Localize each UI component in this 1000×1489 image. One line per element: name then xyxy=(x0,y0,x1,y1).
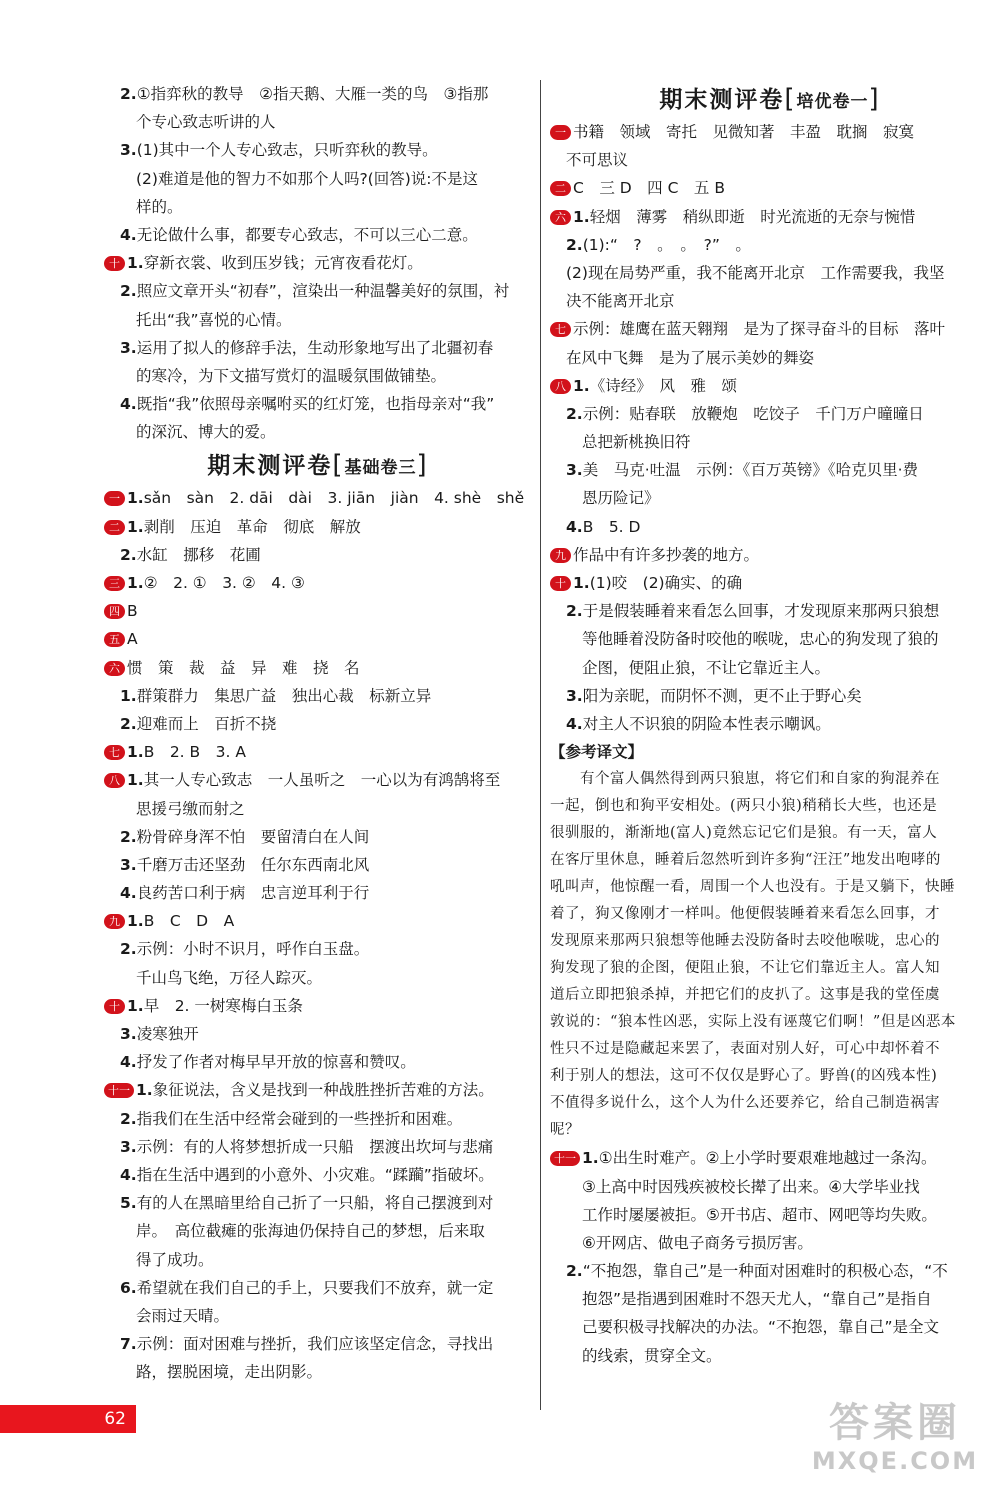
item-number: 4. xyxy=(566,517,583,536)
answer-line xyxy=(104,738,532,766)
answer-line xyxy=(104,249,532,277)
answer-line xyxy=(550,682,990,710)
answer-text: 不可思议 xyxy=(566,151,629,170)
answer-line xyxy=(550,1229,990,1257)
answer-line xyxy=(104,1302,532,1330)
answer-text: 等他睡着没防备时咬他的喉咙，忠心的狗发现了狼的 xyxy=(582,630,939,649)
column-divider xyxy=(540,80,541,1410)
answer-line xyxy=(104,221,532,249)
answer-line xyxy=(550,203,990,231)
item-number: 4. xyxy=(120,395,137,414)
answer-text: 良药苦口利于病 忠言逆耳利于行 xyxy=(136,884,370,903)
answer-text: B 2. B 3. A xyxy=(143,743,246,762)
translation-line: 吼叫声，他惊醒一看，周围一个人也没有。于是又躺下，快睡 xyxy=(550,879,955,896)
translation-line: 道后立即把狼杀掉，并把它们的皮扒了。这事是我的堂侄虞 xyxy=(550,987,940,1004)
answer-text: 示例：有的人将梦想折成一只船 摆渡出坎坷与悲痛 xyxy=(136,1137,494,1156)
item-number: 3. xyxy=(120,338,137,357)
item-number: 2. xyxy=(120,545,137,564)
answer-text: (2)难道是他的智力不如那个人吗?(回答)说:不是这 xyxy=(136,169,479,188)
translation-line: 一起，倒也和狗平安相处。(两只小狼)稍稍长大些，也还是 xyxy=(550,798,938,815)
question-number-badge: 二 xyxy=(104,520,125,535)
answer-text: 对主人不识狼的阴险本性表示嘲讽。 xyxy=(582,714,831,733)
answer-text: 在风中飞舞 是为了展示美妙的舞姿 xyxy=(566,348,815,367)
answer-text: 《诗经》 风 雅 颂 xyxy=(589,376,737,395)
item-number: 4. xyxy=(120,1165,137,1184)
heading-main: 期末测评卷 xyxy=(659,87,785,113)
section-heading-advanced-1: 期末测评卷[培优卷一] xyxy=(659,84,881,114)
item-number: 1. xyxy=(127,254,144,273)
question-number-badge: 五 xyxy=(104,632,125,647)
answer-text: 示例：贴春联 放鞭炮 吃饺子 千门万户曈曈日 xyxy=(582,404,924,423)
answer-line xyxy=(104,1246,532,1274)
answer-text: 于是假装睡着来看怎么回事，才发现原来那两只狼想 xyxy=(582,602,940,621)
item-number: 3. xyxy=(120,1025,137,1043)
answer-line xyxy=(104,795,532,823)
answer-line xyxy=(550,287,990,315)
answer-line xyxy=(104,710,532,738)
answer-line xyxy=(550,372,990,400)
answer-line xyxy=(550,174,990,202)
answer-text: (1):“ ? 。 。 ?” 。 xyxy=(582,235,751,254)
answer-text: 凌寒独开 xyxy=(136,1025,199,1043)
translation-line: 敦说的：“狼本性凶恶，实际上没有诬蔑它们啊！”但是凶恶本 xyxy=(550,1014,956,1031)
question-number-badge: 九 xyxy=(550,548,571,563)
translation-line: 呢？ xyxy=(550,1122,580,1139)
answer-text: 抒发了作者对梅早早开放的惊喜和赞叹。 xyxy=(136,1053,416,1072)
answer-text: 岸。 高位截瘫的张海迪仍保持自己的梦想，后来取 xyxy=(136,1222,485,1241)
answer-text: 指我们在生活中经常会碰到的一些挫折和困难。 xyxy=(136,1109,463,1128)
translation-line: 有个富人偶然得到两只狼崽，将它们和自家的狗混养在 xyxy=(550,771,940,788)
answer-line xyxy=(550,231,990,259)
item-number: 1. xyxy=(127,574,144,592)
answer-text: 示例：面对困难与挫折，我们应该坚定信念，寻找出 xyxy=(136,1335,494,1354)
answer-line xyxy=(104,80,532,108)
answer-text: 既指“我”依照母亲嘱咐买的红灯笼，也指母亲对“我” xyxy=(136,395,495,414)
answer-line xyxy=(550,1201,990,1229)
item-number: 3. xyxy=(120,855,137,874)
answer-line xyxy=(104,964,532,992)
answer-line xyxy=(104,484,532,512)
answer-text: A xyxy=(127,630,138,649)
answer-line xyxy=(104,362,532,390)
item-number: 3. xyxy=(120,1137,137,1156)
section-heading-basic-3: 期末测评卷[基础卷三] xyxy=(207,450,429,481)
item-number: 5. xyxy=(120,1194,137,1213)
answer-line xyxy=(550,1342,990,1370)
answer-text: 穿新衣裳、收到压岁钱；元宵夜看花灯。 xyxy=(143,254,423,273)
answer-line xyxy=(104,654,532,682)
answer-text: 总把新桃换旧符 xyxy=(582,433,691,452)
right-answers-end xyxy=(550,1144,990,1370)
answer-text: 示例：小时不识月，呼作白玉盘。 xyxy=(136,940,370,959)
answer-line xyxy=(550,484,990,512)
item-number: 1. xyxy=(127,771,144,790)
item-number: 1. xyxy=(127,912,144,931)
answer-text: 的线索，贯穿全文。 xyxy=(582,1346,722,1365)
heading-sub: 基础卷三 xyxy=(344,458,417,479)
left-column xyxy=(104,80,532,1386)
answer-text: 迎难而上 百折不挠 xyxy=(136,714,277,733)
item-number: 1. xyxy=(573,574,590,592)
translation-line: 不值得多说什么，这个人为什么还要养它，给自己制造祸害 xyxy=(550,1095,940,1112)
answer-line xyxy=(550,710,990,738)
answer-line xyxy=(550,597,990,625)
answer-line xyxy=(104,1133,532,1161)
answer-text: ② 2. ① 3. ② 4. ③ xyxy=(143,574,305,592)
answer-text: C 三 D 四 C 五 B xyxy=(573,179,725,198)
answer-line xyxy=(550,1313,990,1341)
item-number: 3. xyxy=(566,461,583,480)
answer-text: 个专心致志听讲的人 xyxy=(136,113,276,132)
answer-line xyxy=(104,569,532,597)
question-number-badge: 六 xyxy=(550,210,571,225)
answer-text: ③上高中时因残疾被校长撵了出来。④大学毕业找 xyxy=(582,1177,920,1196)
item-number: 1. xyxy=(127,743,144,762)
answer-line xyxy=(104,1076,532,1104)
answer-text: 运用了拟人的修辞手法，生动形象地写出了北疆初春 xyxy=(136,338,494,357)
answer-text: (2)现在局势严重，我不能离开北京 工作需要我，我坚 xyxy=(566,263,945,282)
answer-line xyxy=(104,513,532,541)
answer-text: 象征说法，含义是找到一种战胜挫折苦难的方法。 xyxy=(152,1081,494,1100)
item-number: 7. xyxy=(120,1335,137,1354)
item-number: 2. xyxy=(120,1109,137,1128)
answer-line xyxy=(550,1285,990,1313)
answer-text: 思援弓缴而射之 xyxy=(136,799,245,818)
item-number: 1. xyxy=(582,1149,599,1168)
question-number-badge: 十一 xyxy=(104,1083,134,1098)
answer-text: 样的。 xyxy=(136,197,183,216)
question-number-badge: 七 xyxy=(550,322,571,337)
watermark-logo: 答案圈 MXQE.COM xyxy=(811,1400,979,1475)
answer-text: 决不能离开北京 xyxy=(566,292,675,311)
item-number: 4. xyxy=(120,884,137,903)
question-number-badge: 九 xyxy=(104,914,125,929)
answer-text: 希望就在我们自己的手上，只要我们不放弃，就一定 xyxy=(136,1278,494,1297)
answer-text: 路，摆脱困境，走出阴影。 xyxy=(136,1363,323,1382)
answer-text: 其一人专心致志 一人虽听之 一心以为有鸿鹄将至 xyxy=(143,771,501,790)
answer-text: B 5. D xyxy=(582,517,641,536)
question-number-badge: 一 xyxy=(104,491,125,506)
left-answers-top xyxy=(104,80,532,446)
answer-line xyxy=(104,1048,532,1076)
answer-line xyxy=(104,277,532,305)
item-number: 2. xyxy=(120,282,137,301)
answer-text: 恩历险记》 xyxy=(582,489,660,508)
translation-line: 很驯服的，渐渐地(富人)竟然忘记它们是狼。有一天，富人 xyxy=(550,825,938,842)
translation-line: 着了，狗又像刚才一样叫。他便假装睡着来看怎么回事，才 xyxy=(550,906,940,923)
answer-line xyxy=(104,1358,532,1386)
answer-line xyxy=(550,1173,990,1201)
answer-line xyxy=(104,1020,532,1048)
translation-line: 在客厅里休息，睡着后忽然听到许多狗“汪汪”地发出咆哮的 xyxy=(550,852,941,869)
answer-line xyxy=(104,334,532,362)
answer-line xyxy=(550,428,990,456)
item-number: 1. xyxy=(127,489,144,508)
answer-text: 剥削 压迫 革命 彻底 解放 xyxy=(143,517,361,536)
answer-line xyxy=(104,1161,532,1189)
item-number: 1. xyxy=(136,1081,153,1100)
answer-line xyxy=(104,306,532,334)
answer-text: 会雨过天晴。 xyxy=(136,1306,230,1325)
answer-line xyxy=(550,513,990,541)
item-number: 2. xyxy=(120,714,137,733)
answer-line xyxy=(104,879,532,907)
question-number-badge: 六 xyxy=(104,661,125,676)
answer-line xyxy=(550,259,990,287)
answer-text: 阳为亲昵，而阴怀不测，更不止于野心矣 xyxy=(582,686,862,705)
answer-line xyxy=(550,654,990,682)
answer-text: 抱怨”是指遇到困难时不怨天尤人，“靠自己”是指自 xyxy=(582,1290,932,1309)
answer-line xyxy=(104,992,532,1020)
heading-main: 期末测评卷 xyxy=(207,453,333,480)
item-number: 1. xyxy=(573,376,590,395)
answer-line xyxy=(104,907,532,935)
question-number-badge: 十 xyxy=(104,256,125,271)
question-number-badge: 八 xyxy=(104,773,125,788)
answer-line xyxy=(104,1330,532,1358)
item-number: 2. xyxy=(566,602,583,621)
translation-line: 发现原来那两只狼想等他睡去没防备时去咬他喉咙，忠心的 xyxy=(550,933,940,950)
answer-line xyxy=(104,108,532,136)
question-number-badge: 四 xyxy=(104,604,125,619)
item-number: 3. xyxy=(566,686,583,705)
item-number: 1. xyxy=(127,996,144,1015)
answer-text: 的寒冷，为下文描写赏灯的温暖氛围做铺垫。 xyxy=(136,366,447,385)
answer-text: 示例：雄鹰在蓝天翱翔 是为了探寻奋斗的目标 落叶 xyxy=(573,320,946,339)
right-answers xyxy=(550,118,990,738)
reference-translation xyxy=(550,766,990,1144)
answer-text: 千山鸟飞绝，万径人踪灭。 xyxy=(136,968,323,987)
answer-line xyxy=(550,146,990,174)
answer-line xyxy=(550,315,990,343)
item-number: 1. xyxy=(120,686,137,705)
answer-text: ①指弈秋的教导 ②指天鹅、大雁一类的鸟 ③指那 xyxy=(136,85,489,103)
answer-text: 的深沉、博大的爱。 xyxy=(136,423,276,442)
answer-line xyxy=(104,625,532,653)
question-number-badge: 十 xyxy=(104,999,125,1014)
answer-line xyxy=(550,541,990,569)
item-number: 2. xyxy=(566,404,583,423)
answer-line xyxy=(104,766,532,794)
answer-text: ①出生时难产。②上小学时要艰难地越过一条沟。 xyxy=(598,1149,937,1168)
answer-line xyxy=(104,851,532,879)
answer-text: 书籍 领域 寄托 见微知著 丰盈 耽搁 寂寞 xyxy=(573,123,915,141)
answer-line xyxy=(550,456,990,484)
item-number: 4. xyxy=(120,225,137,244)
answer-text: 企图，便阻止狼，不让它靠近主人。 xyxy=(582,658,831,677)
page-number: 62 xyxy=(0,1405,136,1433)
answer-line xyxy=(550,625,990,653)
heading-sub: 培优卷一 xyxy=(796,92,869,112)
answer-line xyxy=(104,390,532,418)
answer-text: 群策群力 集思广益 独出心裁 标新立异 xyxy=(136,686,432,705)
answer-text: (1)其中一个人专心致志，只听弈秋的教导。 xyxy=(136,141,438,160)
item-number: 2. xyxy=(120,827,137,846)
answer-text: 美 马克·吐温 示例：《百万英镑》《哈克贝里·费 xyxy=(582,461,919,480)
item-number: 2. xyxy=(120,940,137,959)
question-number-badge: 一 xyxy=(550,125,571,140)
question-number-badge: 三 xyxy=(104,576,125,591)
question-number-badge: 七 xyxy=(104,745,125,760)
item-number: 2. xyxy=(120,85,137,103)
answer-text: sǎn sàn 2. dāi dài 3. jiān jiàn 4. shè shě xyxy=(143,489,525,508)
answer-line xyxy=(104,935,532,963)
answer-line xyxy=(550,569,990,597)
translation-line: 性只不过是隐藏起来罢了，表面对别人好，可心中却怀着不 xyxy=(550,1041,940,1058)
answer-line xyxy=(104,1274,532,1302)
item-number: 3. xyxy=(120,141,137,160)
left-answers-bottom xyxy=(104,484,532,1386)
question-number-badge: 八 xyxy=(550,379,571,394)
answer-text: 无论做什么事，都要专心致志，不可以三心二意。 xyxy=(136,225,478,244)
answer-line xyxy=(104,541,532,569)
answer-text: 粉骨碎身浑不怕 要留清白在人间 xyxy=(136,827,370,846)
answer-text: B C D A xyxy=(143,912,235,931)
answer-text: 有的人在黑暗里给自己折了一只船，将自己摆渡到对 xyxy=(136,1194,494,1213)
answer-line xyxy=(104,136,532,164)
answer-line xyxy=(104,1217,532,1245)
answer-text: B xyxy=(127,602,138,621)
answer-line xyxy=(550,1144,990,1172)
item-number: 6. xyxy=(120,1278,137,1297)
item-number: 4. xyxy=(120,1053,137,1072)
item-number: 1. xyxy=(573,207,590,226)
answer-text: “不抱怨，靠自己”是一种面对困难时的积极心态，“不 xyxy=(582,1262,948,1281)
answer-line xyxy=(550,344,990,372)
answer-text: 早 2. 一树寒梅白玉条 xyxy=(143,996,303,1015)
translation-line: 利于别人的想法，这可不仅仅是野心了。野兽(的凶残本性) xyxy=(550,1068,938,1085)
answer-text: ⑥开网店、做电子商务亏损厉害。 xyxy=(582,1233,813,1252)
answer-text: 己要积极寻找解决的办法。“不抱怨，靠自己”是全文 xyxy=(582,1318,940,1337)
item-number: 2. xyxy=(566,1262,583,1281)
reference-translation-title: 【参考译文】 xyxy=(550,743,644,762)
answer-line xyxy=(104,823,532,851)
answer-text: 水缸 挪移 花圃 xyxy=(136,545,261,564)
answer-text: 指在生活中遇到的小意外、小灾难。“蹂躏”指破坏。 xyxy=(136,1165,494,1184)
item-number: 1. xyxy=(127,517,144,536)
answer-line xyxy=(104,682,532,710)
answer-line xyxy=(104,418,532,446)
answer-line xyxy=(104,193,532,221)
answer-text: 轻烟 薄雾 稍纵即逝 时光流逝的无奈与惋惜 xyxy=(589,207,916,226)
answer-text: 千磨万击还坚劲 任尔东西南北风 xyxy=(136,855,370,874)
answer-text: 作品中有许多抄袭的地方。 xyxy=(573,545,760,564)
answer-text: 工作时屡屡被拒。⑤开书店、超市、网吧等均失败。 xyxy=(582,1205,937,1224)
answer-line xyxy=(550,400,990,428)
item-number: 4. xyxy=(566,714,583,733)
answer-line xyxy=(104,597,532,625)
answer-line xyxy=(104,165,532,193)
question-number-badge: 十 xyxy=(550,576,571,591)
answer-line xyxy=(550,1257,990,1285)
answer-text: 得了成功。 xyxy=(136,1250,214,1269)
question-number-badge: 十一 xyxy=(550,1151,580,1166)
question-number-badge: 二 xyxy=(550,181,571,196)
answer-text: 照应文章开头“初春”，渲染出一种温馨美好的氛围，衬 xyxy=(136,282,510,301)
answer-line xyxy=(104,1189,532,1217)
answer-line xyxy=(104,1105,532,1133)
answer-text: 惯 策 裁 益 异 难 挠 名 xyxy=(127,658,360,677)
translation-line: 狗发现了狼的企图，便阻止狼，不让它们靠近主人。富人知 xyxy=(550,960,940,977)
item-number: 2. xyxy=(566,235,583,254)
answer-line xyxy=(550,118,990,146)
answer-text: 托出“我”喜悦的心情。 xyxy=(136,310,292,329)
right-column xyxy=(550,80,990,1370)
answer-text: (1)咬 (2)确实、的确 xyxy=(589,574,743,592)
